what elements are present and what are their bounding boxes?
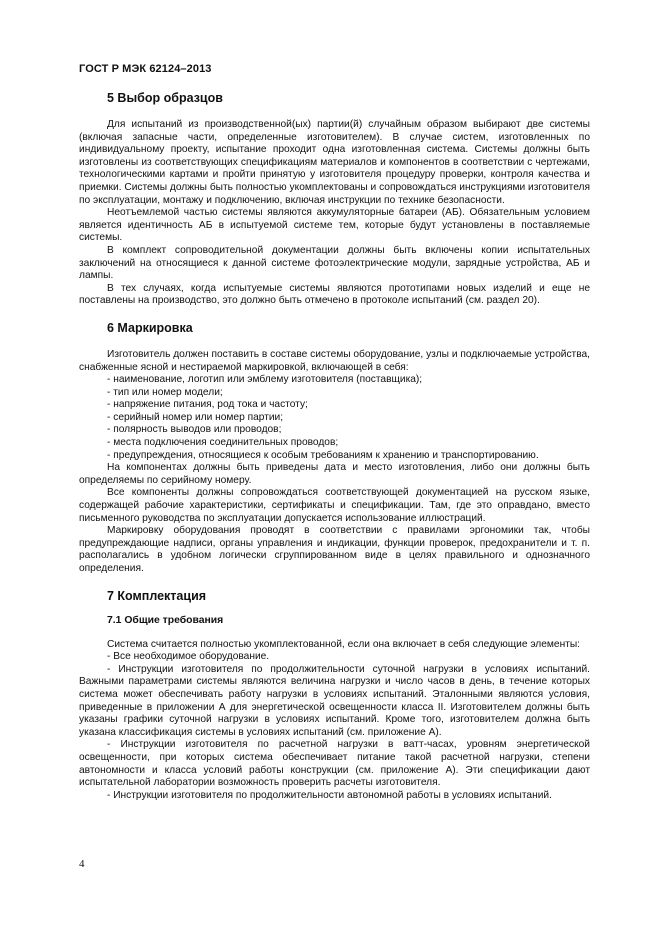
list-item: - наименование, логотип или эмблему изготовителя (поставщика); [107,374,423,386]
subsection-7-1-title: 7.1 Общие требования [107,614,224,626]
list-item: - Инструкции изготовителя по расчетной нагрузки в ватт-часах, уровням энергетической освещенности, при которых система обеспечивает питание такой расчетной нагрузки, степени автономности и класса условий работы конструкции (см. приложение А). Эти спецификации дают испытательной лаборатории возможность проверить расчеты изготовителя. [79,739,590,789]
section-6-body [79,349,590,576]
subsection-7-1-body [79,639,590,803]
section-5-body [79,119,590,308]
standard-code-header: ГОСТ Р МЭК 62124–2013 [79,63,212,75]
paragraph: Система считается полностью укомплектованной, если она включает в себя следующие элементы: [107,638,581,650]
page-number: 4 [79,858,85,870]
list-item: - Инструкции изготовителя по продолжительности автономной работы в условиях испытаний. [107,789,552,801]
list-item: - полярность выводов или проводов; [107,424,282,436]
paragraph: В тех случаях, когда испытуемые системы являются прототипами новых изделий и еще не поставлены на производство, это должно быть отмечено в протоколе испытаний (см. раздел 20). [79,282,590,307]
section-5-title: 5 Выбор образцов [107,91,223,105]
list-item: - тип или номер модели; [107,386,223,398]
paragraph: На компонентах должны быть приведены дата и место изготовления, либо они должны быть определяемы по серийному номеру. [79,462,590,486]
paragraph: Маркировку оборудования проводят в соответствии с правилами эргономики так, чтобы предупреждающие надписи, органы управления и индикации, функции проверок, предохранители и т. п. располагались в удобном логически сгруппированном виде в целях правильного и однозначного определения. [79,525,590,574]
page-content [79,78,590,802]
paragraph: Неотъемлемой частью системы являются аккумуляторные батареи (АБ). Обязательным условием является идентичность АБ в испытуемой системе тем, которые будут установлены в поставляемые системы. [79,207,590,244]
paragraph: Изготовитель должен поставить в составе системы оборудование, узлы и подключаемые устройства, снабженные ясной и нестираемой маркировкой, включающей в себя: [79,348,590,373]
paragraph: Все компоненты должны сопровождаться соответствующей документацией на русском языке, содержащей рабочие характеристики, сертификаты и спецификации. Там, где это оправдано, вместо письменного руководства по эксплуатации допускается использование иллюстраций. [79,487,590,524]
paragraph: Для испытаний из производственной(ых) партии(й) случайным образом выбирают две системы (включая запасные части, определенные изготовителем). В случае систем, изготовленных по индивидуальному проекту, испытание проходит одна изготовленная система. Системы должны быть изготовлены из соответствующих спецификациям материалов и компонентов в соответствии с чертежами, технологическими картами и пройти принятую у изготовителя процедуру проверки, контроля качества и приемки. Системы должны быть полностью укомплектованы и сопровождаться инструкциями изготовителя по эксплуатации, монтажу и подключению, включая инструкции по технике безопасности. [79,119,590,206]
section-6-title: 6 Маркировка [107,320,193,335]
list-item: - предупреждения, относящиеся к особым требованиям к хранению и транспортированию. [107,449,539,461]
list-item: - Инструкции изготовителя по продолжительности суточной нагрузки в условиях испытаний. Важными параметрами системы являются величина нагрузки и число часов в день, в течение которых система может обеспечивать работу нагрузки в условиях испытаний. Эталонными являются условия, приведенные в приложении А для энергетической освещенности класса II. Изготовителем должны быть указаны графики суточной нагрузки в условиях испытаний. Кроме того, изготовителем должна быть указана классификация системы в условиях испытаний (см. приложение А). [79,663,590,738]
section-7-title: 7 Комплектация [107,588,207,603]
list-item: - места подключения соединительных проводов; [107,437,339,449]
list-item: - Все необходимое оборудование. [107,651,270,663]
list-item: - серийный номер или номер партии; [107,411,284,423]
paragraph: В комплект сопроводительной документации должны быть включены копии испытательных заключений на относящиеся к данной системе фотоэлектрические модули, зарядные устройства, АБ и лампы. [79,244,590,282]
list-item: - напряжение питания, род тока и частоту; [107,399,308,411]
